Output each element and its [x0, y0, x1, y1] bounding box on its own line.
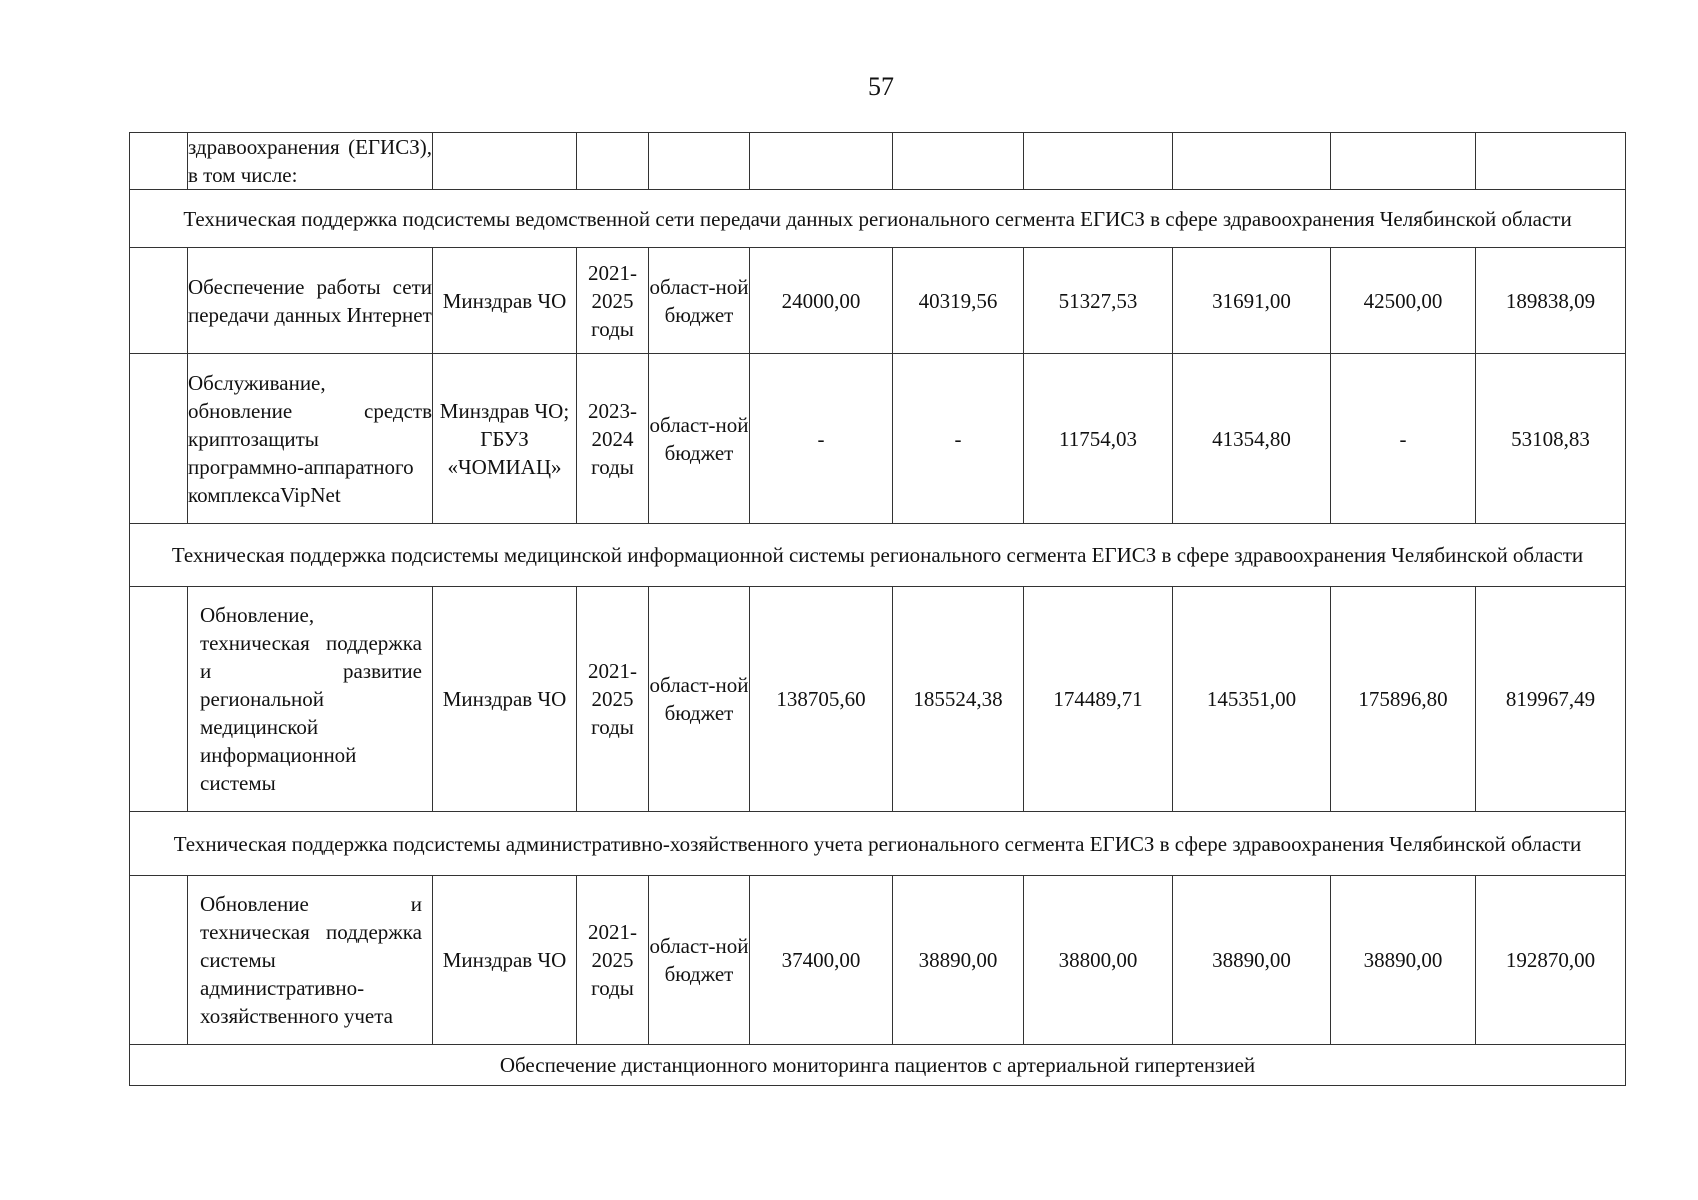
- total-cell: 189838,09: [1476, 248, 1626, 354]
- source-cell: област-ной бюджет: [649, 876, 750, 1045]
- executor-cell: Минздрав ЧО: [433, 876, 577, 1045]
- executor-cell: Минздрав ЧО; ГБУЗ «ЧОМИАЦ»: [433, 354, 577, 524]
- source-cell: област-ной бюджет: [649, 354, 750, 524]
- value-cell: 40319,56: [893, 248, 1024, 354]
- table-row: [130, 587, 1626, 812]
- section-title: Техническая поддержка подсистемы ведомственной сети передачи данных регионального сегмента ЕГИСЗ в сфере здравоохранения Челябинской области: [130, 190, 1626, 248]
- value-cell: 38800,00: [1024, 876, 1173, 1045]
- number-cell: [130, 876, 188, 1045]
- value-cell: 175896,80: [1331, 587, 1476, 812]
- section-header-row: [130, 1045, 1626, 1086]
- period-cell: 2023-2024 годы: [577, 354, 649, 524]
- total-cell: 53108,83: [1476, 354, 1626, 524]
- value-cell: -: [750, 354, 893, 524]
- value-cell: 138705,60: [750, 587, 893, 812]
- value-cell: 42500,00: [1331, 248, 1476, 354]
- section-header-row: [130, 190, 1626, 248]
- value-cell: 37400,00: [750, 876, 893, 1045]
- value-cell: 38890,00: [893, 876, 1024, 1045]
- period-cell: 2021-2025 годы: [577, 876, 649, 1045]
- section-title: Техническая поддержка подсистемы административно-хозяйственного учета регионального сегмента ЕГИСЗ в сфере здравоохранения Челябинской области: [130, 812, 1626, 876]
- source-cell: област-ной бюджет: [649, 248, 750, 354]
- value-cell: 174489,71: [1024, 587, 1173, 812]
- value-cell: -: [1331, 354, 1476, 524]
- value-cell: 31691,00: [1173, 248, 1331, 354]
- table-row: [130, 354, 1626, 524]
- section-header-row: [130, 812, 1626, 876]
- table-row: [130, 248, 1626, 354]
- item-name: Обновление, техническая поддержка и развитие региональной медицинской информационной системы: [188, 587, 433, 812]
- number-cell: [130, 133, 188, 190]
- number-cell: [130, 354, 188, 524]
- item-name: здравоохранения (ЕГИСЗ), в том числе:: [188, 133, 433, 190]
- number-cell: [130, 248, 188, 354]
- item-name: Обслуживание, обновление средств криптозащиты программно-аппаратного комплексаVipNet: [188, 354, 433, 524]
- value-cell: -: [893, 354, 1024, 524]
- executor-cell: Минздрав ЧО: [433, 248, 577, 354]
- value-cell: 41354,80: [1173, 354, 1331, 524]
- item-name: Обновление и техническая поддержка системы административно-хозяйственного учета: [188, 876, 433, 1045]
- section-title: Техническая поддержка подсистемы медицинской информационной системы регионального сегмента ЕГИСЗ в сфере здравоохранения Челябинской области: [130, 524, 1626, 587]
- budget-table: [129, 132, 1626, 1086]
- value-cell: 24000,00: [750, 248, 893, 354]
- period-cell: 2021-2025 годы: [577, 587, 649, 812]
- table-row: [130, 876, 1626, 1045]
- table-row: [130, 133, 1626, 190]
- source-cell: област-ной бюджет: [649, 587, 750, 812]
- value-cell: 38890,00: [1331, 876, 1476, 1045]
- section-header-row: [130, 524, 1626, 587]
- value-cell: 38890,00: [1173, 876, 1331, 1045]
- section-title: Обеспечение дистанционного мониторинга пациентов с артериальной гипертензией: [130, 1045, 1626, 1086]
- value-cell: 145351,00: [1173, 587, 1331, 812]
- page-number: 57: [868, 72, 894, 101]
- value-cell: 185524,38: [893, 587, 1024, 812]
- total-cell: 819967,49: [1476, 587, 1626, 812]
- executor-cell: Минздрав ЧО: [433, 587, 577, 812]
- period-cell: 2021-2025 годы: [577, 248, 649, 354]
- total-cell: 192870,00: [1476, 876, 1626, 1045]
- value-cell: 11754,03: [1024, 354, 1173, 524]
- item-name: Обеспечение работы сети передачи данных Интернет: [188, 248, 433, 354]
- value-cell: 51327,53: [1024, 248, 1173, 354]
- number-cell: [130, 587, 188, 812]
